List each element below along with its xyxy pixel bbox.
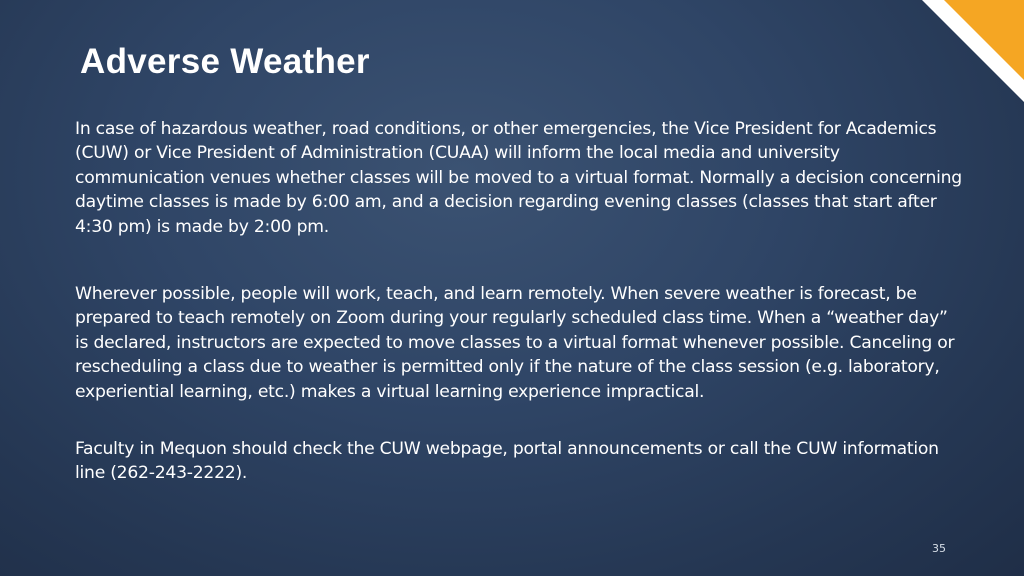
paragraph-hazardous-weather: In case of hazardous weather, road conditions, or other emergencies, the Vice President for Academics (CUW) or Vice President of Administration (CUAA) will inform the local media and university communication venues whether classes will be moved to a virtual format. Normally a decision concerning daytime classes is made by 6:00 am, and a decision regarding evening classes (classes that start after 4:30 pm) is made by 2:00 pm. [75,119,962,237]
slide-title: Adverse Weather [80,42,370,81]
corner-accent-decoration [904,0,1024,120]
page-number: 35 [932,542,946,555]
paragraph-remote-work: Wherever possible, people will work, teach, and learn remotely. When severe weather is forecast, be prepared to teach remotely on Zoom during your regularly scheduled class time. When a “weather day” is declared, instructors are expected to move classes to a virtual format whenever possible. Canceling or rescheduling a class due to weather is permitted only if the nature of the class session (e.g. laboratory, experiential learning, etc.) makes a virtual learning experience impractical. [75,284,955,402]
paragraph-faculty-mequon: Faculty in Mequon should check the CUW webpage, portal announcements or call the CUW information line (262-243-2222). [75,439,939,484]
